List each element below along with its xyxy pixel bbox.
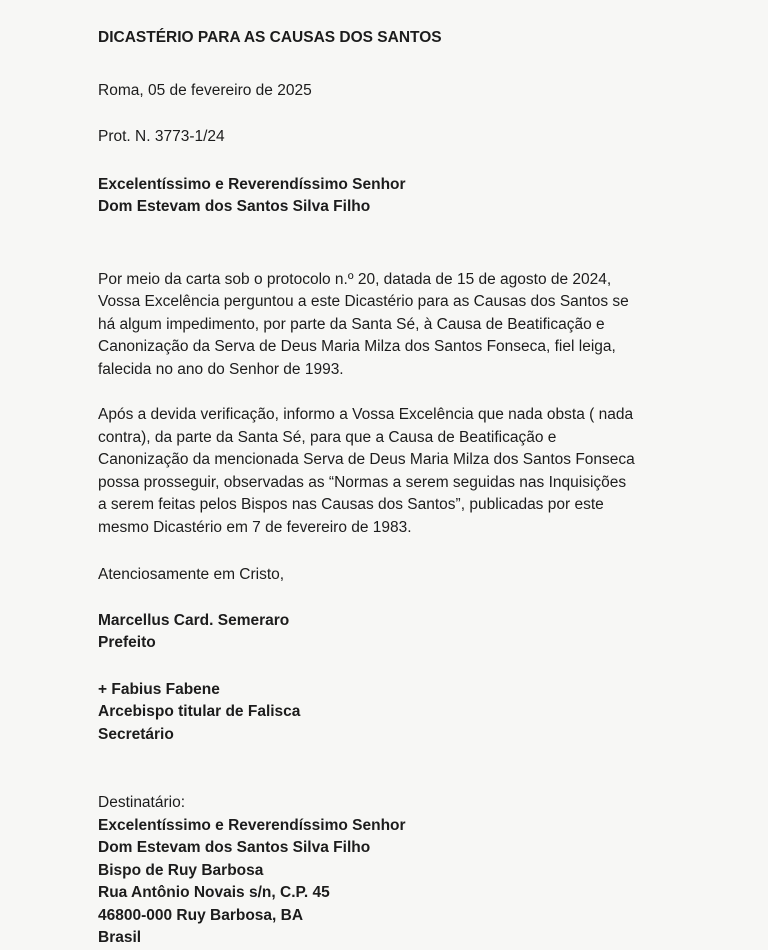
signatory-name: + Fabius Fabene [98, 680, 220, 698]
recipient-line: Bispo de Ruy Barbosa [98, 861, 264, 879]
recipient-line: Dom Estevam dos Santos Silva Filho [98, 839, 371, 856]
recipient-line: Brasil [98, 929, 142, 946]
salutation-line: Excelentíssimo e Reverendíssimo Senhor [98, 175, 406, 193]
paragraph-line: possa prosseguir, observadas as “Normas a serem seguidas nas Inquisições [98, 473, 627, 491]
signatory-title: Arcebispo titular de Falisca [98, 703, 301, 720]
signatory-name: Marcellus Card. Semeraro [98, 611, 290, 629]
paragraph-line: Após a devida verificação, informo a Vossa Excelência que nada obsta ( nada [98, 406, 634, 423]
signatory-title: Prefeito [98, 634, 156, 651]
paragraph-line: contra), da parte da Santa Sé, para que a Causa de Beatificação e [98, 428, 557, 446]
salutation-line: Dom Estevam dos Santos Silva Filho [98, 198, 371, 215]
paragraph-line: Por meio da carta sob o protocolo n.º 20, datada de 15 de agosto de 2024, [98, 270, 612, 288]
letter-date: Roma, 05 de fevereiro de 2025 [98, 81, 312, 99]
signatory-prefect [98, 610, 618, 655]
paragraph-line: há algum impedimento, por parte da Santa Sé, à Causa de Beatificação e [98, 315, 605, 333]
recipient-block [98, 792, 618, 950]
recipient-line: 46800-000 Ruy Barbosa, BA [98, 906, 304, 924]
paragraph-line: Canonização da mencionada Serva de Deus Maria Milza dos Santos Fonseca [98, 451, 635, 468]
recipient-line: Excelentíssimo e Reverendíssimo Senhor [98, 816, 406, 834]
signatory-secretary [98, 679, 618, 747]
recipient-line: Rua Antônio Novais s/n, C.P. 45 [98, 884, 330, 901]
paragraph-line: Vossa Excelência perguntou a este Dicastério para as Causas dos Santos se [98, 293, 629, 310]
paragraph-line: Canonização da Serva de Deus Maria Milza dos Santos Fonseca, fiel leiga, [98, 338, 616, 355]
closing-phrase: Atenciosamente em Cristo, [98, 566, 285, 583]
paragraph-line: mesmo Dicastério em 7 de fevereiro de 1983. [98, 518, 412, 536]
protocol-number: Prot. N. 3773-1/24 [98, 128, 225, 145]
paragraph-line: falecida no ano do Senhor de 1993. [98, 360, 344, 378]
signatory-title: Secretário [98, 725, 174, 743]
recipient-label: Destinatário: [98, 794, 186, 811]
body-paragraph-2 [98, 404, 635, 539]
letterhead-title: DICASTÉRIO PARA AS CAUSAS DOS SANTOS [98, 29, 442, 46]
salutation [98, 174, 618, 219]
paragraph-line: a serem feitas pelos Bispos nas Causas dos Santos”, publicadas por este [98, 496, 604, 513]
body-paragraph-1 [98, 269, 629, 382]
